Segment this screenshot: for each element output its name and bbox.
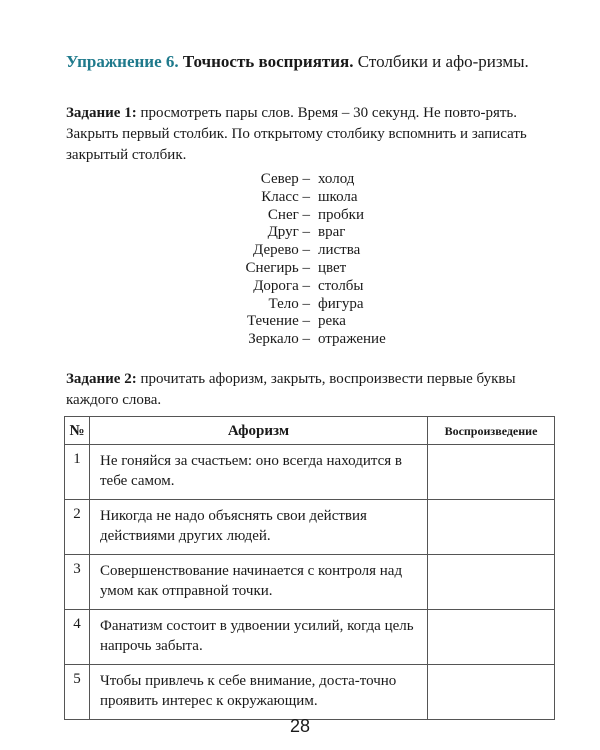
word-right: река bbox=[318, 313, 346, 330]
exercise-title bbox=[66, 50, 546, 73]
word-pair bbox=[200, 296, 460, 314]
row-number: 4 bbox=[65, 610, 90, 665]
table-header-row bbox=[65, 417, 555, 445]
word-left: Дерево – bbox=[253, 242, 310, 259]
word-pair bbox=[200, 313, 460, 331]
word-pair bbox=[200, 278, 460, 296]
aphorism-text: Не гоняйся за счастьем: оно всегда находится в тебе самом. bbox=[90, 445, 428, 500]
table-row bbox=[65, 665, 555, 720]
word-left: Зеркало – bbox=[248, 331, 310, 348]
reproduction-cell[interactable] bbox=[428, 500, 555, 555]
row-number: 2 bbox=[65, 500, 90, 555]
word-right: холод bbox=[318, 171, 355, 187]
exercise-subtitle: Столбики и афо-ризмы. bbox=[357, 52, 529, 71]
word-left: Дорога – bbox=[253, 277, 310, 294]
word-left: Тело – bbox=[268, 295, 310, 312]
reproduction-cell[interactable] bbox=[428, 555, 555, 610]
page-number: 28 bbox=[289, 716, 311, 736]
word-right: пробки bbox=[318, 206, 364, 223]
word-right: столбы bbox=[318, 277, 364, 294]
aphorism-text: Чтобы привлечь к себе внимание, доста-точно проявить интерес к окружающим. bbox=[90, 665, 428, 720]
word-pair bbox=[200, 242, 460, 260]
table-row bbox=[65, 610, 555, 665]
word-pairs bbox=[200, 171, 460, 349]
reproduction-cell[interactable] bbox=[428, 445, 555, 500]
header-aphorism: Афоризм bbox=[90, 417, 428, 445]
word-right: цвет bbox=[318, 259, 347, 276]
aphorism-table bbox=[64, 416, 555, 720]
word-right: листва bbox=[318, 242, 361, 259]
exercise-number: Упражнение 6. bbox=[66, 52, 179, 71]
task-1-label: Задание 1: bbox=[66, 105, 137, 121]
word-pair bbox=[200, 189, 460, 207]
task-2-text: прочитать афоризм, закрыть, воспроизвести первые буквы каждого слова. bbox=[66, 371, 516, 408]
word-left: Снег – bbox=[267, 206, 310, 223]
task-2 bbox=[66, 369, 546, 411]
word-pair bbox=[200, 171, 460, 189]
row-number: 1 bbox=[65, 445, 90, 500]
exercise-heading: Точность восприятия. bbox=[182, 52, 354, 71]
word-left: Север – bbox=[260, 171, 310, 187]
row-number: 5 bbox=[65, 665, 90, 720]
table-row bbox=[65, 445, 555, 500]
word-left: Снегирь – bbox=[245, 259, 310, 276]
task-2-label: Задание 2: bbox=[66, 371, 137, 387]
header-reproduction: Воспроизведение bbox=[428, 417, 555, 445]
word-left: Течение – bbox=[246, 313, 310, 330]
table-row bbox=[65, 500, 555, 555]
word-right: враг bbox=[318, 224, 346, 241]
word-right: фигура bbox=[318, 295, 364, 312]
word-pair bbox=[200, 260, 460, 278]
aphorism-text: Никогда не надо объяснять свои действия действиями других людей. bbox=[90, 500, 428, 555]
word-pair bbox=[200, 224, 460, 242]
aphorism-text: Фанатизм состоит в удвоении усилий, когда цель напрочь забыта. bbox=[90, 610, 428, 665]
row-number: 3 bbox=[65, 555, 90, 610]
header-number: № bbox=[65, 417, 90, 445]
aphorism-text: Совершенствование начинается с контроля над умом как отправной точки. bbox=[90, 555, 428, 610]
word-pair bbox=[200, 331, 460, 349]
word-left: Друг – bbox=[267, 224, 310, 241]
task-1-text: просмотреть пары слов. Время – 30 секунд. Не повто-рять. Закрыть первый столбик. По открытому столбику вспомнить и записать закрытый столбик. bbox=[66, 105, 527, 163]
task-1 bbox=[66, 103, 546, 166]
reproduction-cell[interactable] bbox=[428, 610, 555, 665]
table-row bbox=[65, 555, 555, 610]
reproduction-cell[interactable] bbox=[428, 665, 555, 720]
word-left: Класс – bbox=[261, 188, 310, 205]
word-right: школа bbox=[318, 188, 358, 205]
word-right: отражение bbox=[318, 331, 386, 348]
word-pair bbox=[200, 207, 460, 225]
